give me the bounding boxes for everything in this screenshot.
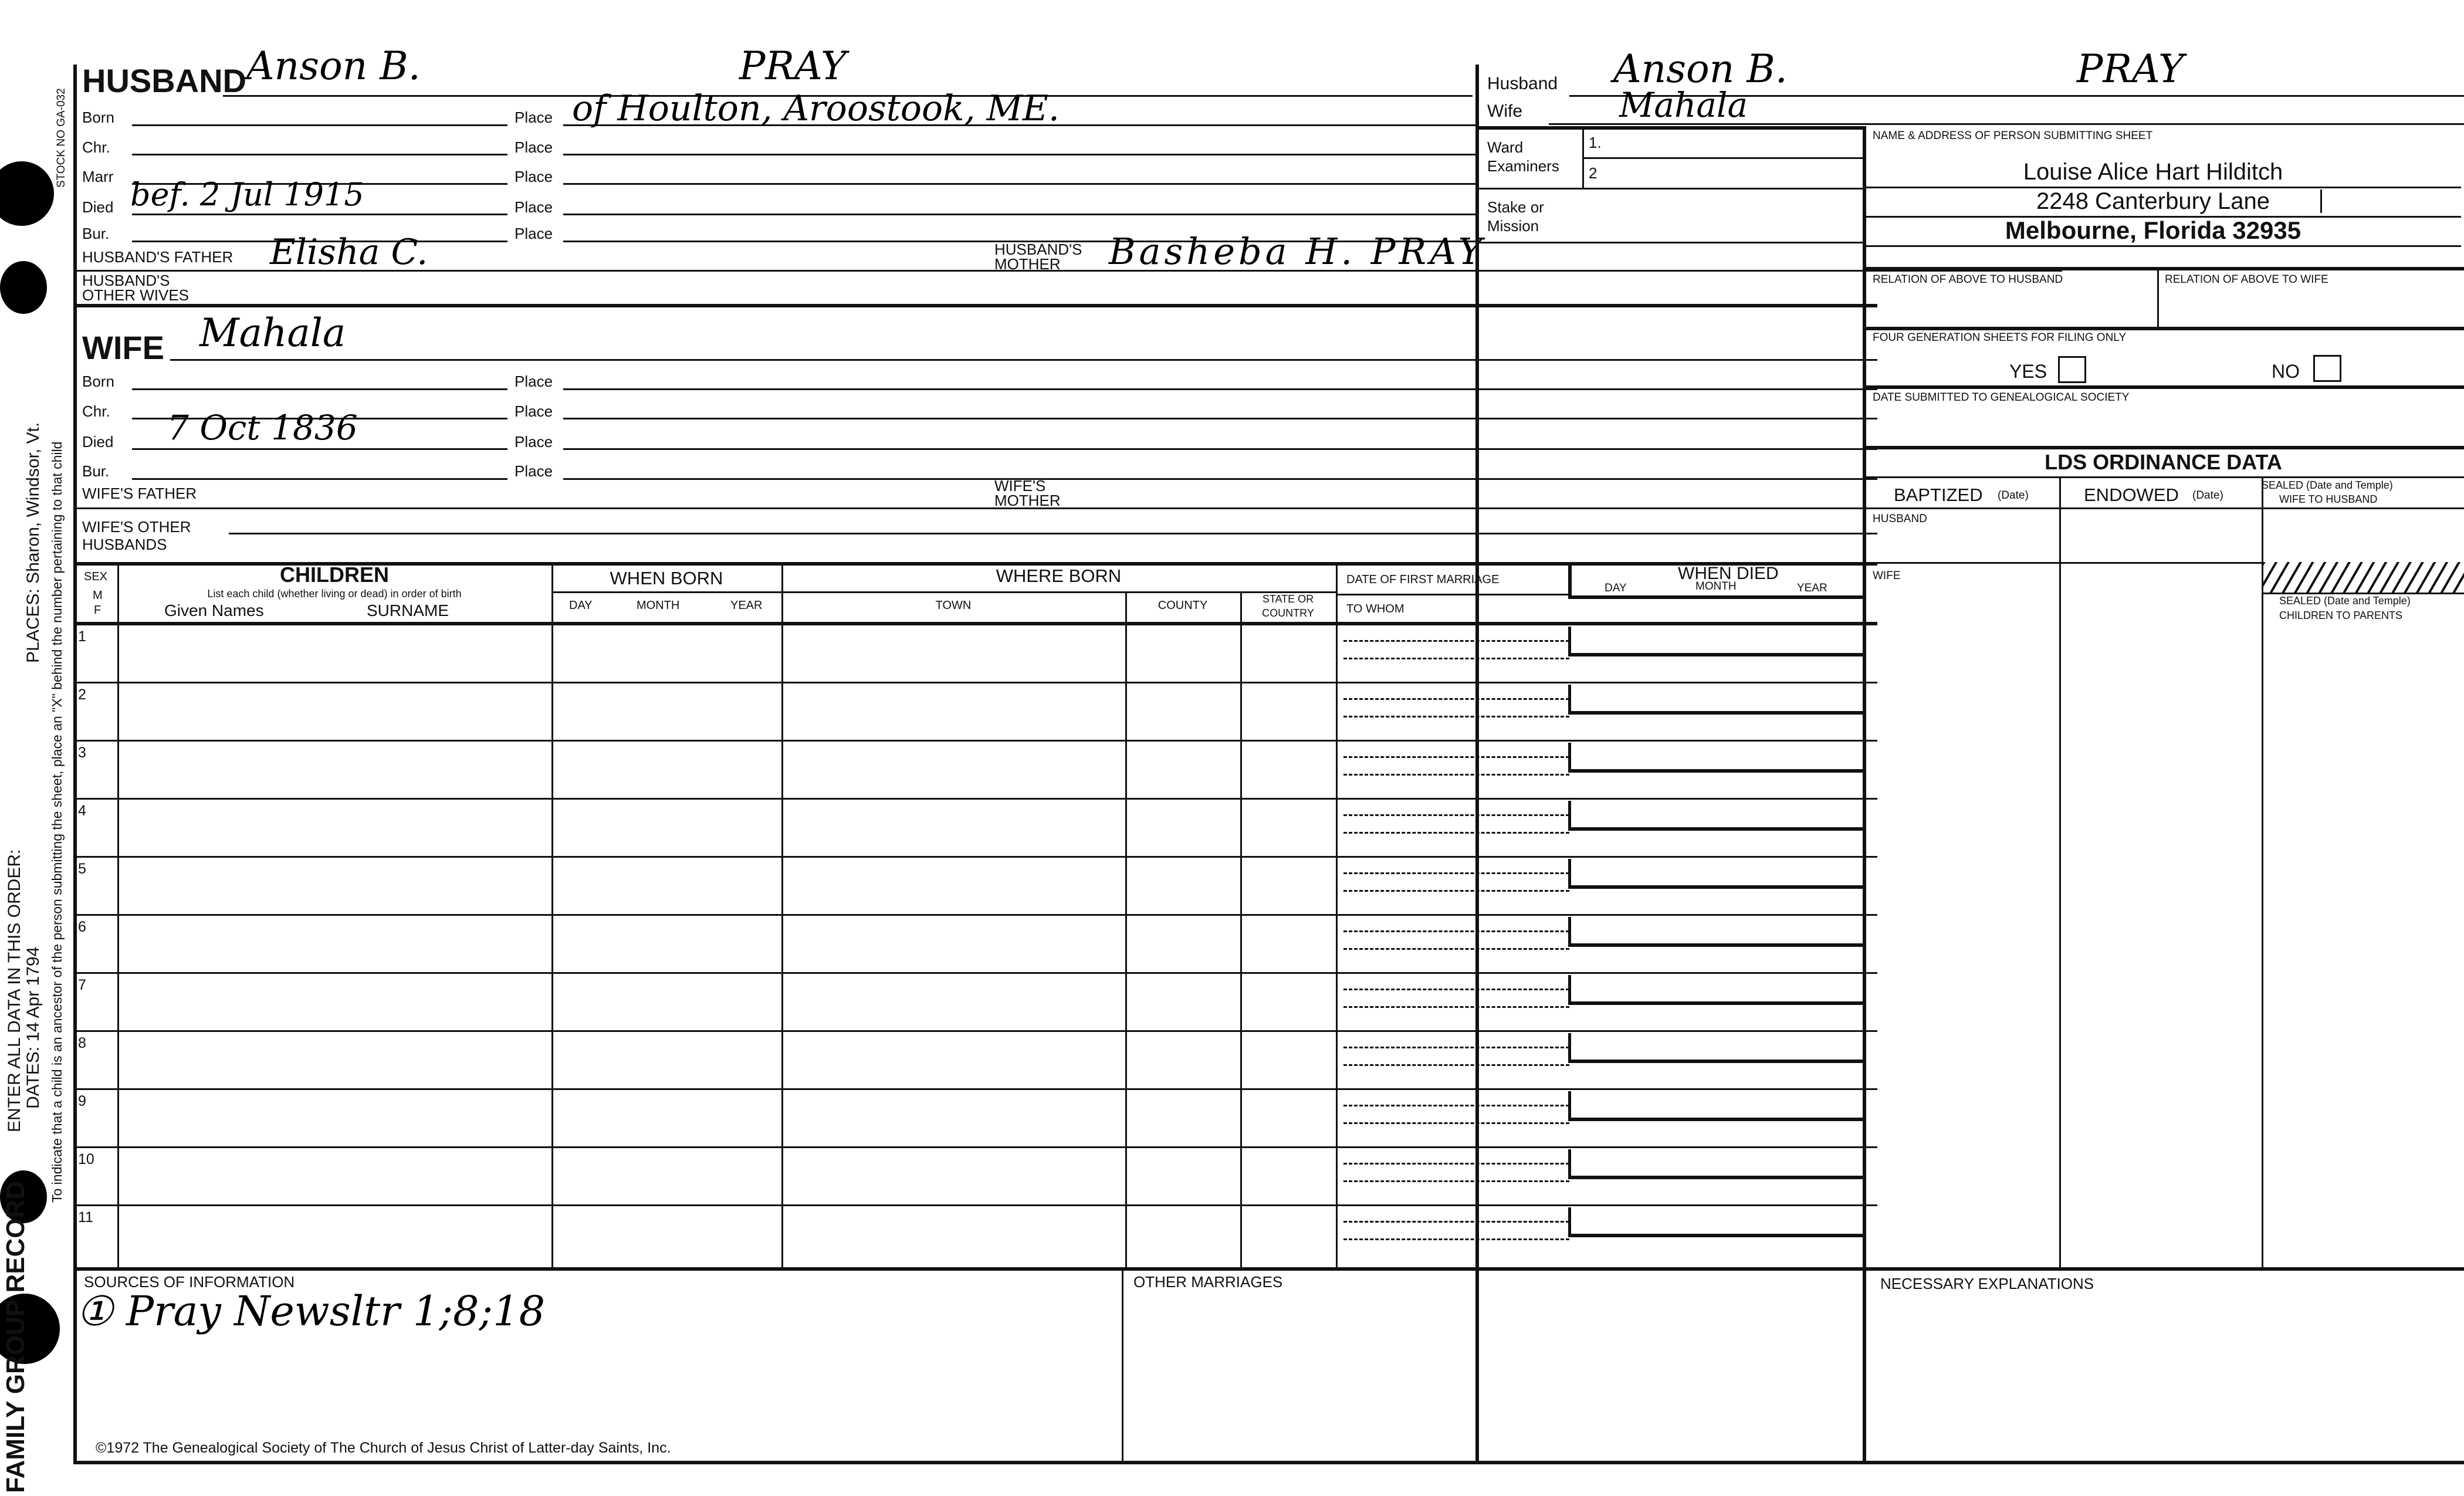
frame-bottom [73,1461,2464,1464]
death-date-box [1568,1207,1866,1237]
no-label: NO [2272,361,2300,382]
wife-born-line [132,388,507,390]
child-row-number: 6 [78,919,86,935]
lds-title-line [1863,476,2464,478]
to-whom-dash [1343,716,1569,717]
husband-father-label: HUSBAND'S FATHER [82,248,233,266]
husband-born-place-line [563,124,1475,126]
marriage-date-dash [1343,989,1569,990]
other-marriages-label: OTHER MARRIAGES [1133,1273,1283,1291]
lds-wife-label: WIFE [1873,570,1901,582]
marriage-date-dash [1343,1221,1569,1223]
examiners-label: Examiners [1487,157,1559,175]
death-date-box [1568,627,1866,656]
child-row-line [73,682,1877,683]
husband-surname: PRAY [739,43,847,89]
husband-died-place-line [563,214,1475,215]
town-label: TOWN [935,599,972,612]
wife-born-place-line [563,388,1877,390]
lds-col-1 [2059,476,2061,1268]
child-row-line [73,914,1877,916]
lds-header-line [1863,507,2464,509]
death-date-box [1568,1149,1866,1179]
col-county [1240,591,1242,1267]
husband-chr-line [132,154,507,155]
four-gen-bottom [1863,385,2464,389]
submitter-line-3 [1863,245,2461,247]
sealed-hatch [2263,562,2464,593]
instructions-order: ENTER ALL DATA IN THIS ORDER: [5,849,24,1132]
header-husband-label: Husband [1487,74,1558,93]
husband-chr-label: Chr. [82,138,110,156]
husband-father-line [73,270,2062,272]
marriage-date-dash [1343,814,1569,816]
to-whom-dash [1343,832,1569,834]
husband-mother: Basheba H. PRAY [1109,230,1486,273]
when-died-label: WHEN DIED [1678,564,1779,583]
lds-husband-label: HUSBAND [1873,513,1927,525]
child-row-number: 10 [78,1151,94,1167]
sealed-children-label-1: SEALED (Date and Temple) [2279,595,2411,607]
col-town [1125,591,1127,1267]
header-box-divider [1475,126,1863,130]
child-row-line [73,740,1877,742]
stock-number: STOCK NO GA-032 [55,88,67,188]
marriage-date-dash [1343,698,1569,700]
wife-bur-place-line [563,478,1877,480]
child-row-line [73,856,1877,858]
child-row-number: 11 [78,1209,93,1226]
endowed-label: ENDOWED [2084,485,2179,505]
examiners-mid-line [1582,157,1863,159]
husband-died-place-label: Place [515,198,553,216]
instructions-places: PLACES: Sharon, Windsor, Vt. [23,422,43,663]
wife-chr-place-line [563,418,1877,419]
baptized-label: BAPTIZED [1894,485,1983,505]
marriage-date-dash [1343,640,1569,642]
husband-given-name: Anson B. [246,43,421,89]
death-date-box [1568,685,1866,715]
husband-born-line [132,124,507,126]
submitter-street-mark [2320,189,2322,213]
first-marriage-line [1336,594,1571,595]
state-label-1: STATE OR [1262,593,1314,605]
submitter-name: Louise Alice Hart Hilditch [2023,159,2283,185]
examiner-2: 2 [1589,164,1597,182]
husband-marr-place-line [563,183,1475,185]
sex-f-label: F [94,604,101,617]
when-born-label: WHEN BORN [610,568,723,588]
examiners-bottom-line [1475,188,1863,189]
wife-name: Mahala [199,310,346,356]
wife-bur-place-label: Place [515,462,553,480]
husband-bur-label: Bur. [82,225,110,242]
header-husband-given: Anson B. [1613,46,1788,92]
ward-label: Ward [1487,138,1524,156]
died-day-label: DAY [1605,582,1627,594]
sources-value: ① Pray Newsltr 1;8;18 [76,1287,546,1335]
submitter-city: Melbourne, Florida 32935 [2005,216,2301,244]
child-row-number: 8 [78,1035,86,1051]
child-row-number: 4 [78,803,86,819]
wife-father-line [73,507,1877,509]
child-row-number: 9 [78,1093,86,1109]
sex-m-label: M [93,589,103,602]
sex-label: SEX [84,570,108,583]
child-row-number: 2 [78,686,86,703]
to-whom-dash [1343,1064,1569,1066]
stake-label-1: Stake or [1487,198,1544,216]
born-year-label: YEAR [730,599,763,612]
when-died-header-bottom [1568,595,1863,599]
county-label: COUNTY [1157,599,1208,612]
child-row-number: 5 [78,861,86,877]
wife-died-line [132,448,507,450]
child-row-number: 7 [78,977,86,993]
death-date-box [1568,1033,1866,1063]
wife-father-label: WIFE'S FATHER [82,485,197,502]
husband-chr-place-label: Place [515,138,553,156]
when-born-line [551,591,781,593]
other-marriages-divider [1122,1267,1123,1461]
four-gen-label: FOUR GENERATION SHEETS FOR FILING ONLY [1873,331,2127,344]
wife-other-husbands-2: HUSBANDS [82,536,167,553]
examiner-1: 1. [1589,134,1602,151]
wife-other-husbands-1: WIFE'S OTHER [82,518,191,536]
header-wife-line [1549,123,2464,125]
bottom-section-top [73,1267,2464,1271]
lds-husband-line [1863,562,2262,564]
date-submitted-label: DATE SUBMITTED TO GENEALOGICAL SOCIETY [1873,391,2130,404]
lds-col-2 [2262,476,2263,1268]
no-checkbox[interactable] [2313,355,2341,382]
child-row-line [73,1204,1877,1206]
wife-bur-line [132,478,507,480]
yes-checkbox[interactable] [2058,356,2086,383]
children-instruction: List each child (whether living or dead) in order of birth [207,588,462,600]
husband-born-place-label: Place [515,109,553,126]
where-born-line [781,591,1336,593]
binder-hole [0,161,54,226]
child-row-line [73,1146,1877,1148]
husband-died-date: bef. 2 Jul 1915 [130,176,364,213]
relation-wife-label: RELATION OF ABOVE TO WIFE [2165,273,2328,286]
submitter-box-bottom [1863,267,2464,270]
binder-hole [0,261,47,314]
wife-died-date: 7 Oct 1836 [167,408,358,448]
wife-name-line [170,359,1877,361]
husband-heading: HUSBAND [82,62,246,99]
instructions-ancestor: To indicate that a child is an ancestor of the person submitting the sheet, place an "X" behind the number pertaining to that child [49,441,65,1203]
sealed-wife-label-2: WIFE TO HUSBAND [2279,493,2378,505]
stake-label-2: Mission [1487,217,1539,235]
marriage-date-dash [1343,872,1569,874]
to-whom-dash [1343,890,1569,892]
husband-mother-label-1: HUSBAND'S [994,241,1082,258]
death-date-box [1568,975,1866,1005]
wife-mother-label-2: MOTHER [994,492,1061,509]
state-label-2: COUNTRY [1262,607,1314,619]
baptized-date-label: (Date) [1998,489,2029,502]
header-wife-label: Wife [1487,101,1522,121]
child-row-number: 3 [78,744,86,761]
husband-mother-label-2: MOTHER [994,255,1061,273]
lds-title: LDS ORDINANCE DATA [2045,450,2282,474]
relation-divider [2157,269,2159,327]
surname-label: SURNAME [367,601,449,620]
sealed-wife-label-1: SEALED (Date and Temple) [2262,479,2393,491]
submitter-label: NAME & ADDRESS OF PERSON SUBMITTING SHEET [1873,130,2153,142]
wife-born-place-label: Place [515,373,553,390]
marriage-date-dash [1343,756,1569,758]
died-year-label: YEAR [1797,582,1827,594]
wife-died-place-label: Place [515,433,553,451]
to-whom-dash [1343,658,1569,659]
endowed-date-label: (Date) [2192,489,2223,502]
child-row-line [73,972,1877,974]
death-date-box [1568,801,1866,831]
death-date-box [1568,917,1866,947]
to-whom-dash [1343,774,1569,776]
relation-husband-label: RELATION OF ABOVE TO HUSBAND [1873,273,2063,286]
husband-marr-label: Marr [82,168,114,185]
husband-marr-place-label: Place [515,168,553,185]
to-whom-label: TO WHOM [1346,603,1404,615]
wife-died-place-line [563,448,1877,450]
col-died [1568,562,1572,597]
children-heading: CHILDREN [280,563,389,587]
child-row-line [73,1030,1877,1032]
wife-heading: WIFE [82,329,164,366]
died-month-label: MONTH [1695,580,1737,593]
husband-bur-place-label: Place [515,225,553,242]
submitter-street: 2248 Canterbury Lane [2036,188,2270,214]
husband-died-label: Died [82,198,114,216]
sealed-children-label-2: CHILDREN TO PARENTS [2279,610,2403,621]
submitter-line-2 [1863,216,2461,218]
yes-label: YES [2009,361,2047,382]
born-month-label: MONTH [637,599,680,612]
first-marriage-label: DATE OF FIRST MARRIAGE [1346,573,1500,586]
children-header-bottom [73,622,1877,625]
form-title: FAMILY GROUP RECORD [1,1180,30,1493]
marriage-date-dash [1343,1047,1569,1048]
wife-chr-label: Chr. [82,402,110,420]
child-row-line [73,1088,1877,1090]
necessary-explanations-label: NECESSARY EXPLANATIONS [1880,1275,2094,1292]
marriage-date-dash [1343,1105,1569,1106]
child-row-line [73,798,1877,800]
relation-bottom [1863,327,2464,330]
wife-mother-label-1: WIFE'S [994,477,1046,495]
born-day-label: DAY [569,599,593,612]
frame-left [73,65,77,1461]
to-whom-dash [1343,948,1569,950]
to-whom-dash [1343,1006,1569,1008]
marriage-date-dash [1343,1163,1569,1165]
husband-father: Elisha C. [270,232,428,273]
husband-died-line [132,214,507,215]
header-husband-surname: PRAY [2077,46,2184,92]
husband-other-wives-2: OTHER WIVES [82,286,189,304]
death-date-box [1568,859,1866,889]
instructions-dates: DATES: 14 Apr 1794 [23,946,43,1109]
child-row-number: 1 [78,628,86,645]
to-whom-dash [1343,1122,1569,1124]
husband-chr-place-line [563,154,1475,155]
death-date-box [1568,743,1866,773]
lds-hatch-line [2262,593,2464,594]
wife-born-label: Born [82,373,114,390]
wife-bur-label: Bur. [82,462,110,480]
date-submitted-bottom [1863,446,2464,449]
header-wife-value: Mahala [1619,85,1748,125]
husband-section-bottom [73,304,1877,307]
to-whom-dash [1343,1238,1569,1240]
header-box-left [1475,65,1479,305]
death-date-box [1568,1091,1866,1121]
husband-born-place: of Houlton, Aroostook, ME. [572,88,1060,129]
copyright: ©1972 The Genealogical Society of The Church of Jesus Christ of Latter-day Saints, Inc. [96,1440,671,1456]
wife-chr-place-label: Place [515,402,553,420]
stake-line [1475,242,1863,243]
marriage-date-dash [1343,930,1569,932]
husband-born-label: Born [82,109,114,126]
where-born-label: WHERE BORN [996,566,1122,586]
submitter-line-1 [1863,187,2461,188]
to-whom-dash [1343,1180,1569,1182]
wife-other-husbands-line [229,533,1877,534]
sources-label: SOURCES OF INFORMATION [84,1273,295,1291]
husband-other-wives-1: HUSBAND'S [82,272,170,289]
given-names-label: Given Names [164,601,264,620]
wife-died-label: Died [82,433,114,451]
